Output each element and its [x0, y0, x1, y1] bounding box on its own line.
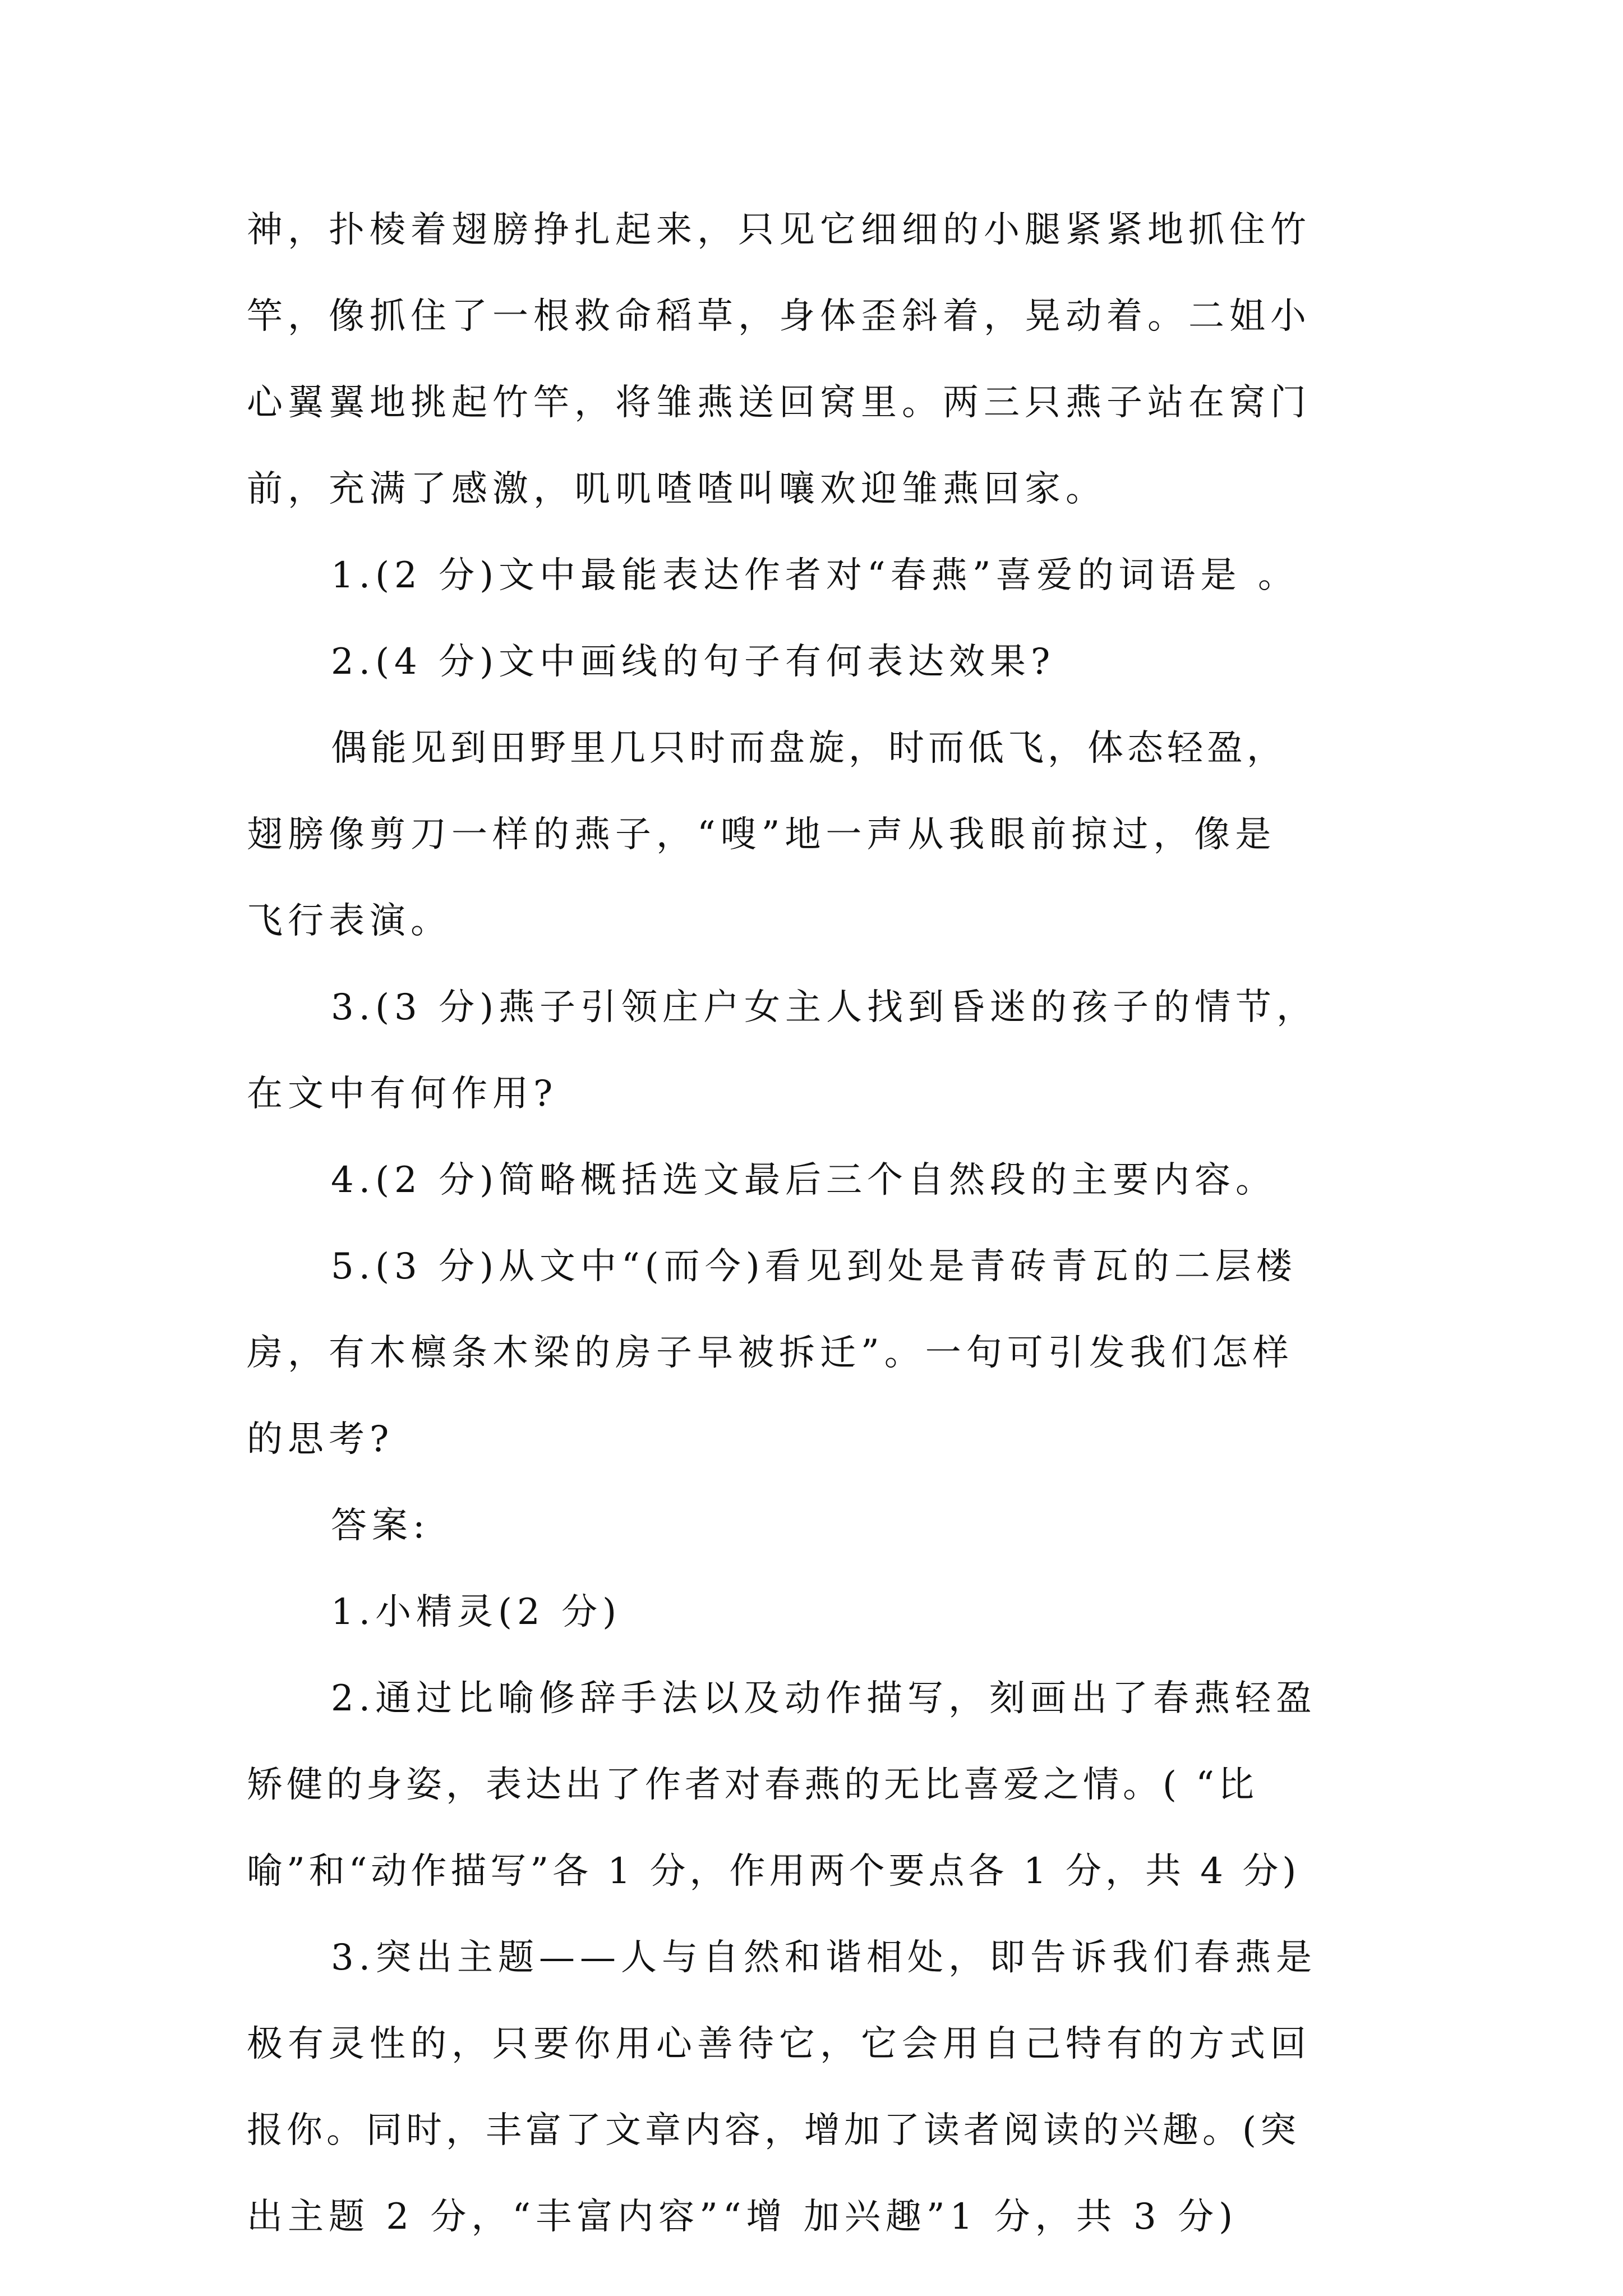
- quoted-sentence: 偶能见到田野里几只时而盘旋，时而低飞，体态轻盈，: [331, 728, 1287, 769]
- answer-2: 矫健的身姿，表达出了作者对春燕的无比喜爱之情。( “比: [247, 1764, 1258, 1806]
- answer-3: 报你。同时，丰富了文章内容，增加了读者阅读的兴趣。(突: [247, 2110, 1300, 2151]
- answer-1: 1.小精灵(2 分): [331, 1591, 622, 1633]
- story-line: 神，扑棱着翅膀挣扎起来，只见它细细的小腿紧紧地抓住竹: [247, 209, 1311, 251]
- question-5: 的思考?: [247, 1419, 394, 1460]
- answer-3: 出主题 2 分，“丰富内容”“增 加兴趣”1 分，共 3 分): [247, 2196, 1238, 2238]
- question-3: 3.(3 分)燕子引领庄户女主人找到昏迷的孩子的情节，: [331, 987, 1318, 1028]
- answer-2: 2.通过比喻修辞手法以及动作描写，刻画出了春燕轻盈: [331, 1678, 1317, 1719]
- question-2: 2.(4 分)文中画线的句子有何表达效果?: [331, 641, 1055, 683]
- question-3: 在文中有何作用?: [247, 1073, 558, 1115]
- answer-2: 喻”和“动作描写”各 1 分，作用两个要点各 1 分，共 4 分): [247, 1851, 1301, 1892]
- answer-3: 极有灵性的，只要你用心善待它，它会用自己特有的方式回: [247, 2023, 1311, 2065]
- question-5: 房，有木檩条木梁的房子早被拆迁”。一句可引发我们怎样: [247, 1332, 1294, 1374]
- quoted-sentence: 翅膀像剪刀一样的燕子，“嗖”地一声从我眼前掠过，像是: [247, 814, 1276, 855]
- quoted-sentence: 飞行表演。: [247, 900, 451, 942]
- story-line: 竿，像抓住了一根救命稻草，身体歪斜着，晃动着。二姐小: [247, 296, 1311, 337]
- story-line: 心翼翼地挑起竹竿，将雏燕送回窝里。两三只燕子站在窝门: [247, 382, 1311, 424]
- question-4: 4.(2 分)简略概括选文最后三个自然段的主要内容。: [331, 1159, 1277, 1201]
- answer-3: 3.突出主题——人与自然和谐相处，即告诉我们春燕是: [331, 1937, 1317, 1978]
- question-5: 5.(3 分)从文中“(而今)看见到处是青砖青瓦的二层楼: [331, 1246, 1297, 1287]
- question-1: 1.(2 分)文中最能表达作者对“春燕”喜爱的词语是 。: [331, 555, 1299, 596]
- story-line: 前，充满了感激，叽叽喳喳叫嚷欢迎雏燕回家。: [247, 468, 1106, 510]
- document-page: [247, 209, 1391, 2285]
- answer-heading: 答案:: [331, 1505, 430, 1547]
